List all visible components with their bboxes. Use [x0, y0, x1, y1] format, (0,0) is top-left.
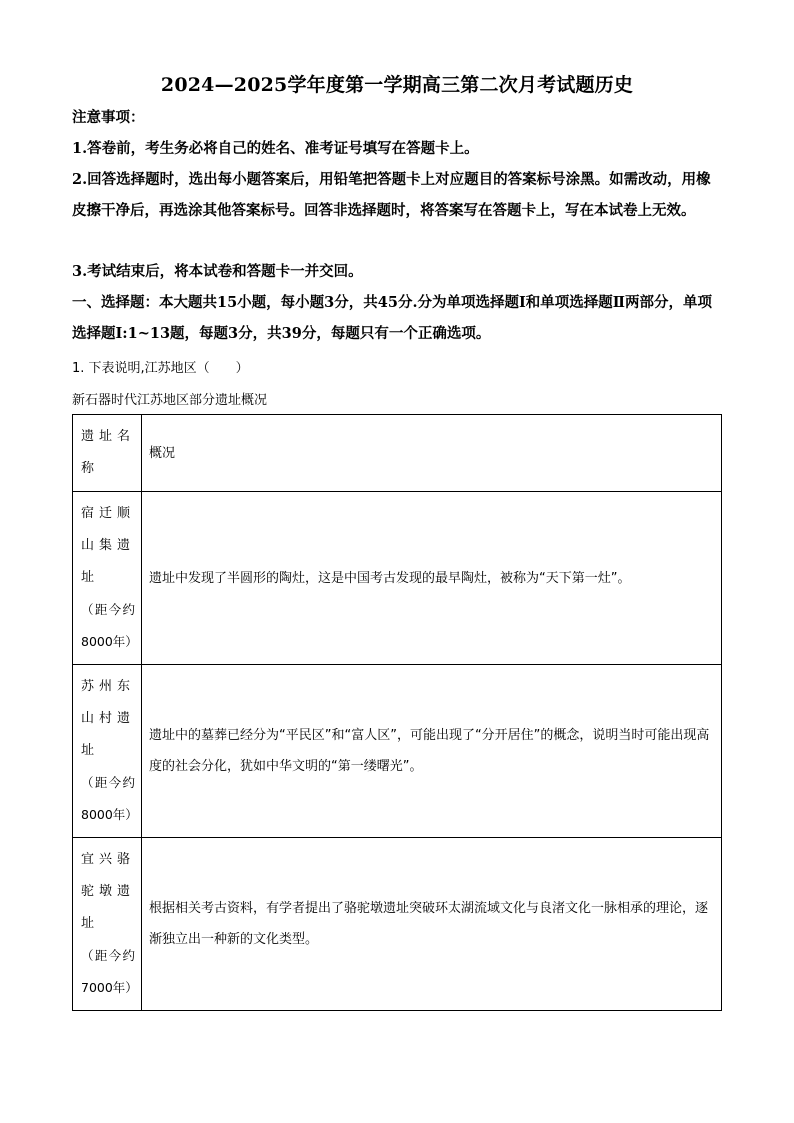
page-title: 2024—2025学年度第一学期高三第二次月考试题历史	[160, 74, 634, 96]
table-header-row	[73, 415, 722, 492]
site-name: 宜兴骆驼墩遗址	[81, 852, 136, 931]
site-description-cell	[142, 838, 722, 1011]
header-overview: 概况	[142, 415, 722, 492]
site-description-cell	[142, 492, 722, 665]
site-age: （距今约7000年）	[81, 948, 138, 995]
sites-table	[72, 414, 722, 1011]
notice-heading: 注意事项：	[72, 109, 145, 126]
notice-item-1: 1.答卷前，考生务必将自己的姓名、准考证号填写在答题卡上。	[72, 140, 479, 157]
notice-item-2: 2.回答选择题时，选出每小题答案后，用铅笔把答题卡上对应题目的答案标号涂黑。如需改动，用橡皮擦干净后，再选涂其他答案标号。回答非选择题时，将答案写在答题卡上，写在本试卷上无效。	[72, 171, 711, 219]
site-name-cell	[73, 838, 142, 1011]
site-age: （距今约8000年）	[81, 775, 138, 822]
site-name-cell	[73, 492, 142, 665]
site-name: 苏州东山村遗址	[81, 679, 136, 758]
notice-item-3: 3.考试结束后，将本试卷和答题卡一并交回。	[72, 263, 363, 280]
site-description-cell	[142, 665, 722, 838]
section-instructions: 一、选择题：本大题共15小题，每小题3分，共45分.分为单项选择题Ⅰ和单项选择题Ⅱ两部分，单项选择题Ⅰ:1~13题，每题3分，共39分，每题只有一个正确选项。	[72, 294, 712, 342]
table-row	[73, 838, 722, 1011]
site-name-cell	[73, 665, 142, 838]
site-description: 遗址中的墓葬已经分为“平民区”和“富人区”，可能出现了“分开居住”的概念，说明当时可能出现高度的社会分化，犹如中华文明的“第一缕曙光”。	[149, 728, 710, 774]
site-age: （距今约8000年）	[81, 602, 138, 649]
header-site-name: 遗址名称	[73, 415, 142, 492]
table-row	[73, 492, 722, 665]
table-caption: 新石器时代江苏地区部分遗址概况	[72, 393, 268, 408]
site-description: 遗址中发现了半圆形的陶灶，这是中国考古发现的最早陶灶，被称为“天下第一灶”。	[149, 570, 631, 586]
site-name: 宿迁顺山集遗址	[81, 506, 136, 585]
site-description: 根据相关考古资料，有学者提出了骆驼墩遗址突破环太湖流域文化与良渚文化一脉相承的理论，逐渐独立出一种新的文化类型。	[149, 901, 709, 947]
question-1-stem: 1. 下表说明,江苏地区（ ）	[72, 361, 249, 376]
table-row	[73, 665, 722, 838]
